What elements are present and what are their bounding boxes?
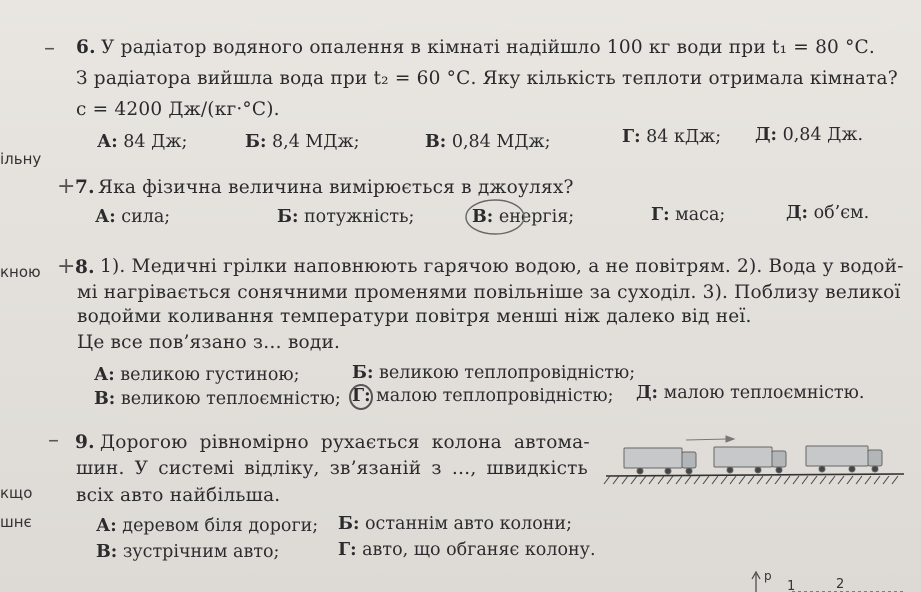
question-text-line: водойми коливання температури повітря менші ніж далеко від неї. xyxy=(77,306,752,327)
label-p: p xyxy=(764,569,772,583)
answer-option-c[interactable]: В: енергія; xyxy=(472,207,575,227)
answer-option-a[interactable]: А: деревом біля дороги; xyxy=(96,516,319,536)
answer-option-c[interactable]: В: великою теплоємністю; xyxy=(94,389,341,409)
truck-3 xyxy=(806,446,882,472)
question-text-line: 1). Медичні грілки наповнюють гарячою водою, а не повітрям. 2). Вода у водой- xyxy=(100,256,904,277)
answer-option-a[interactable]: А: 84 Дж; xyxy=(97,132,188,152)
question-number: 6. xyxy=(76,37,96,58)
question-text-line: Дорогою рівномірно рухається колона автома- xyxy=(100,432,590,453)
answer-circle-q7 xyxy=(466,200,524,234)
answer-option-a[interactable]: А: сила; xyxy=(95,207,171,227)
answer-option-e[interactable]: Д: малою теплоємністю. xyxy=(636,383,865,403)
question-text-line: У радіатор водяного опалення в кімнаті надійшло 100 кг води при t₁ = 80 °С. xyxy=(101,37,875,58)
answer-circle-q8 xyxy=(350,385,372,409)
question-number: 7. xyxy=(75,177,95,198)
velocity-arrow-icon xyxy=(686,436,734,442)
truck-2 xyxy=(714,447,786,473)
question-text-line: мі нагрівається сонячними променями повільніше за суходіл. 3). Поблизу великої xyxy=(77,282,901,303)
answer-option-b[interactable]: Б: великою теплопровідністю; xyxy=(352,363,636,383)
question-text-line: всіх авто найбільша. xyxy=(76,485,281,506)
question-number: 8. xyxy=(75,257,95,278)
answer-option-e[interactable]: Д: 0,84 Дж. xyxy=(755,125,864,145)
pencil-mark-minus: – xyxy=(44,36,55,61)
label-2: 2 xyxy=(836,577,845,592)
answer-option-d[interactable]: Г: малою теплопровідністю; xyxy=(352,386,614,406)
partial-next-figure xyxy=(752,572,904,592)
answer-option-c[interactable]: В: зустрічним авто; xyxy=(96,542,280,562)
answer-option-c[interactable]: В: 0,84 МДж; xyxy=(425,132,551,152)
answer-option-d[interactable]: Г: авто, що обганяє колону. xyxy=(338,540,596,560)
label-1: 1 xyxy=(787,579,796,592)
question-text-line: Яка фізична величина вимірюється в джоулях? xyxy=(98,177,574,198)
question-text-line: З радіатора вийшла вода при t₂ = 60 °С. Яку кількість теплоти отримала кімната? xyxy=(76,68,898,89)
question-number: 9. xyxy=(75,432,95,453)
margin-fragment-2: кною xyxy=(0,263,41,281)
margin-fragment-3: кщо xyxy=(0,484,33,502)
answer-option-d[interactable]: Г: маса; xyxy=(651,205,726,225)
truck-1 xyxy=(624,448,696,474)
margin-fragment-4: шнє xyxy=(0,513,32,531)
answer-option-a[interactable]: А: великою густиною; xyxy=(94,365,300,385)
pencil-mark-plus: + xyxy=(57,254,76,279)
answer-option-b[interactable]: Б: 8,4 МДж; xyxy=(245,132,360,152)
answer-option-e[interactable]: Д: об’єм. xyxy=(786,203,870,223)
question-text-line: c = 4200 Дж/(кг·°С). xyxy=(76,99,280,120)
question-text-line: Це все пов’язано з… води. xyxy=(77,332,341,353)
road-hatching xyxy=(604,474,904,484)
answer-option-b[interactable]: Б: потужність; xyxy=(277,207,415,227)
pencil-mark-plus: + xyxy=(57,174,76,199)
answer-option-d[interactable]: Г: 84 кДж; xyxy=(622,127,722,147)
margin-fragment-1: ільну xyxy=(0,150,42,168)
answer-option-b[interactable]: Б: останнім авто колони; xyxy=(338,514,572,534)
question-text-line: шин. У системі відліку, зв’язаній з …, швидкість xyxy=(76,458,588,479)
pencil-mark-minus: – xyxy=(48,428,59,453)
